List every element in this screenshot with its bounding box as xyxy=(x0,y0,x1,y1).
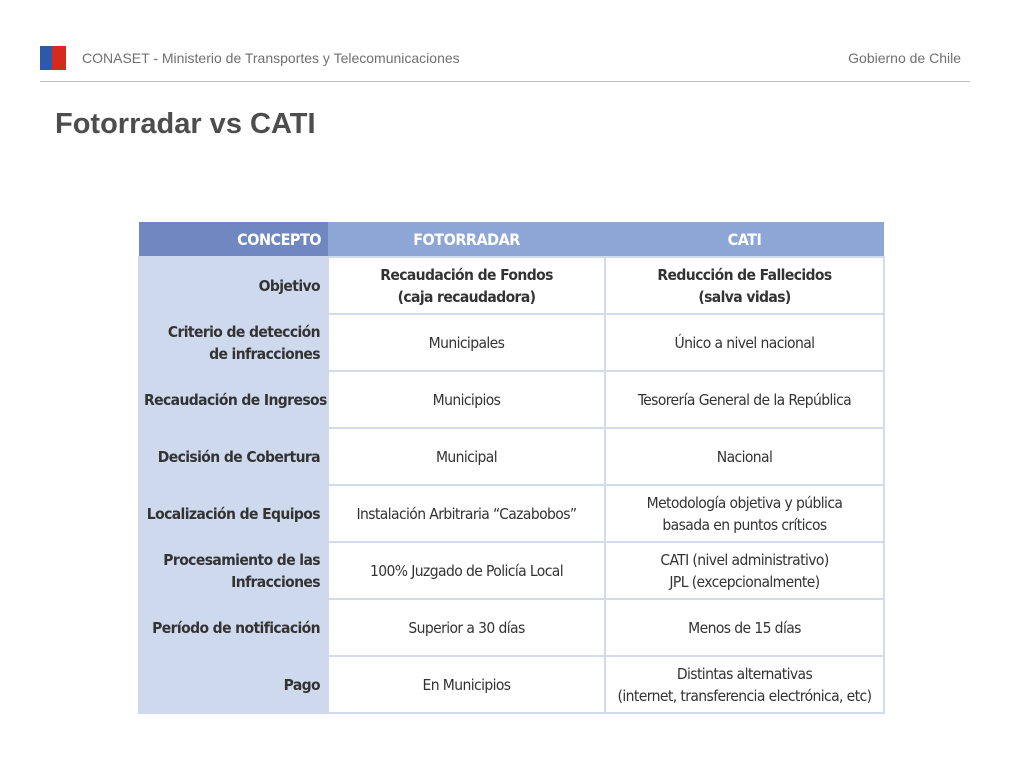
cati-cell xyxy=(605,542,884,599)
concept-cell xyxy=(139,257,328,314)
fotorradar-cell xyxy=(328,656,605,713)
table-row xyxy=(139,599,884,656)
cati-cell-line: (internet, transferencia electrónica, etc) xyxy=(617,686,872,705)
table-row xyxy=(139,656,884,713)
cati-cell xyxy=(605,656,884,713)
cati-cell xyxy=(605,485,884,542)
column-header-cati: CATI xyxy=(605,222,884,257)
fotorradar-cell-line: Recaudación de Fondos xyxy=(380,265,553,284)
concept-cell-line: Objetivo xyxy=(258,276,320,295)
table-row xyxy=(139,371,884,428)
header-divider xyxy=(40,81,970,82)
fotorradar-cell-line: Municipal xyxy=(435,447,497,466)
cati-cell xyxy=(605,428,884,485)
concept-cell xyxy=(139,428,328,485)
concept-cell-line: Recaudación de Ingresos xyxy=(144,390,327,409)
concept-cell-line: Localización de Equipos xyxy=(146,504,320,523)
concept-cell-line: Criterio de detección xyxy=(167,322,320,341)
concept-cell xyxy=(139,485,328,542)
table-row xyxy=(139,314,884,371)
concept-cell-line: Decisión de Cobertura xyxy=(157,447,320,466)
fotorradar-cell xyxy=(328,542,605,599)
fotorradar-cell xyxy=(328,257,605,314)
table-row xyxy=(139,428,884,485)
cati-cell-line: JPL (excepcionalmente) xyxy=(669,572,820,591)
concept-cell-line: Infracciones xyxy=(231,572,320,591)
fotorradar-cell-line: Municipales xyxy=(428,333,505,352)
cati-cell-line: Menos de 15 días xyxy=(688,618,801,637)
fotorradar-cell-line: Superior a 30 días xyxy=(408,618,525,637)
concept-cell-line: de infracciones xyxy=(209,344,320,363)
concept-cell xyxy=(139,542,328,599)
concept-cell xyxy=(139,314,328,371)
fotorradar-cell-line: En Municipios xyxy=(422,675,511,694)
concept-cell-line: Pago xyxy=(283,675,320,694)
fotorradar-cell xyxy=(328,314,605,371)
header-government: Gobierno de Chile xyxy=(848,50,961,66)
header-organization: CONASET - Ministerio de Transportes y Telecomunicaciones xyxy=(82,50,460,66)
fotorradar-cell xyxy=(328,485,605,542)
cati-cell-line: Nacional xyxy=(716,447,773,466)
cati-cell-line: Reducción de Fallecidos xyxy=(657,265,832,284)
concept-cell xyxy=(139,599,328,656)
cati-cell-line: Único a nivel nacional xyxy=(674,333,815,352)
table-header-row xyxy=(139,222,884,257)
fotorradar-cell-line: (caja recaudadora) xyxy=(397,287,536,306)
fotorradar-cell xyxy=(328,599,605,656)
concept-cell xyxy=(139,656,328,713)
cati-cell-line: CATI (nivel administrativo) xyxy=(660,550,829,569)
comparison-table xyxy=(138,222,885,714)
column-header-concepto: CONCEPTO xyxy=(139,222,328,257)
cati-cell xyxy=(605,314,884,371)
cati-cell-line: (salva vidas) xyxy=(698,287,791,306)
fotorradar-cell xyxy=(328,428,605,485)
chile-flag-logo xyxy=(40,46,66,70)
table-row xyxy=(139,542,884,599)
cati-cell xyxy=(605,599,884,656)
fotorradar-cell-line: Municipios xyxy=(432,390,501,409)
column-header-fotorradar: FOTORRADAR xyxy=(328,222,605,257)
cati-cell xyxy=(605,371,884,428)
fotorradar-cell-line: Instalación Arbitraria “Cazabobos” xyxy=(356,504,577,523)
concept-cell-line: Período de notificación xyxy=(152,618,320,637)
cati-cell-line: Tesorería General de la República xyxy=(637,390,852,409)
fotorradar-cell xyxy=(328,371,605,428)
fotorradar-cell-line: 100% Juzgado de Policía Local xyxy=(370,561,563,580)
cati-cell-line: basada en puntos críticos xyxy=(662,515,827,534)
concept-cell-line: Procesamiento de las xyxy=(163,550,320,569)
table-row xyxy=(139,485,884,542)
cati-cell-line: Metodología objetiva y pública xyxy=(646,493,843,512)
cati-cell-line: Distintas alternativas xyxy=(676,664,813,683)
table-row xyxy=(139,257,884,314)
concept-cell xyxy=(139,371,328,428)
slide-title: Fotorradar vs CATI xyxy=(55,108,316,140)
cati-cell xyxy=(605,257,884,314)
